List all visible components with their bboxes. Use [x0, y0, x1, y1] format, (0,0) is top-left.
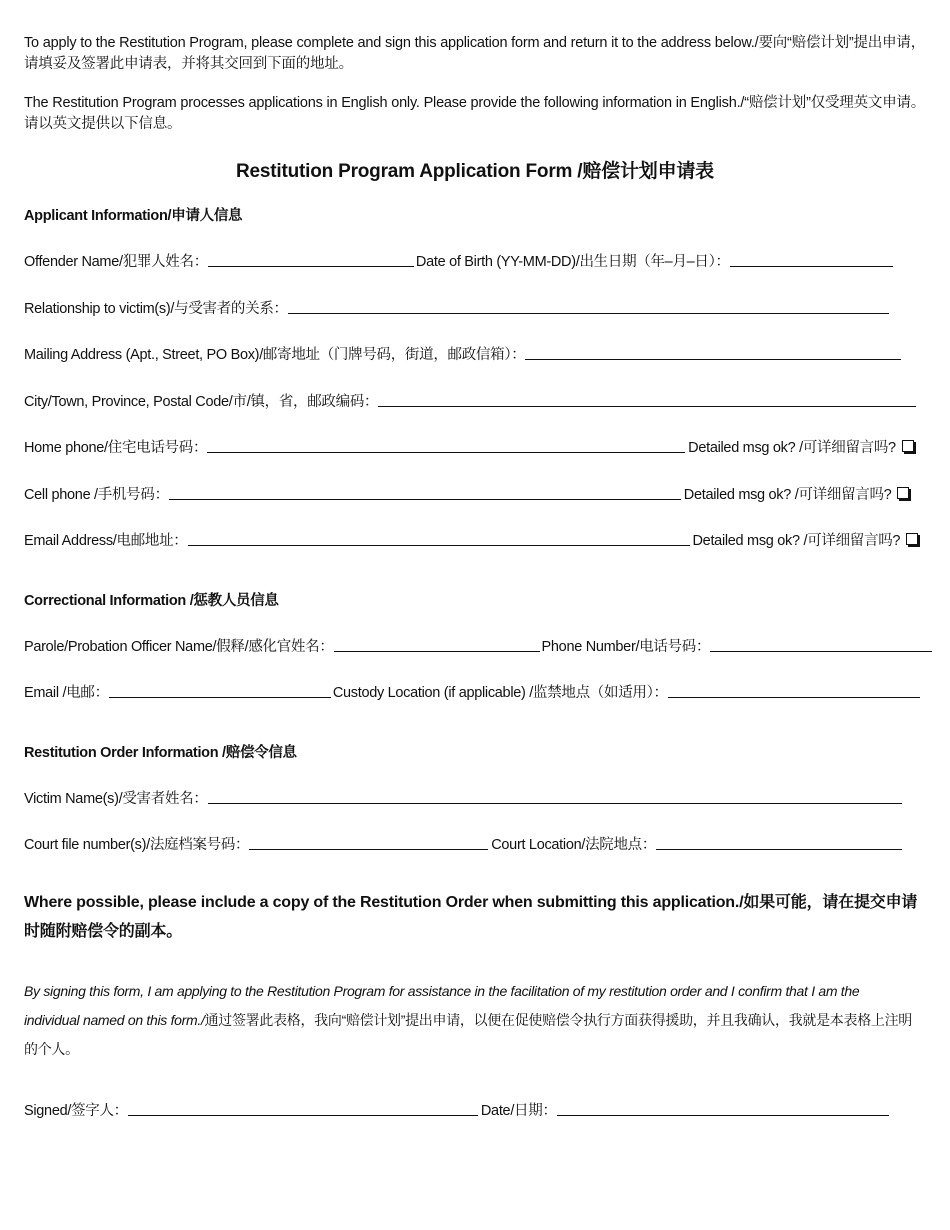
home-phone-label: Home phone/住宅电话号码：	[24, 440, 208, 456]
consent-statement	[24, 977, 914, 1064]
form-title: Restitution Program Application Form /赔偿计划申请表	[236, 161, 714, 182]
officer-email-row	[24, 680, 920, 702]
mailing-row	[24, 342, 901, 364]
custody-location-field[interactable]	[668, 683, 920, 698]
email-msg-ok-checkbox[interactable]	[906, 533, 918, 545]
cell-phone-row	[24, 482, 909, 504]
consent-english: By signing this form, I am applying to the Restitution Program for assistance in the facilitation of my restitution order and I confirm that I am the individual named on this form./	[24, 983, 860, 1028]
home-msg-ok-checkbox[interactable]	[902, 440, 914, 452]
officer-name-label: Parole/Probation Officer Name/假释/感化官姓名：	[24, 639, 334, 655]
signature-field[interactable]	[128, 1101, 478, 1116]
city-label: City/Town, Province, Postal Code/市/镇，省，邮政编码：	[24, 394, 379, 410]
email-field[interactable]	[188, 531, 690, 546]
officer-email-label: Email /电邮：	[24, 685, 109, 701]
offender-row	[24, 249, 893, 271]
victim-row	[24, 786, 902, 808]
relationship-row	[24, 296, 889, 318]
offender-name-label: Offender Name/犯罪人姓名：	[24, 254, 208, 270]
victim-name-field[interactable]	[208, 789, 902, 804]
correctional-section-heading: Correctional Information /惩教人员信息	[24, 593, 279, 609]
restitution-order-note: Where possible, please include a copy of the Restitution Order when submitting this application./如果可能，请在提交申请时随附赔偿令的副本。	[24, 894, 918, 940]
applicant-section-heading: Applicant Information/申请人信息	[24, 208, 243, 224]
officer-phone-field[interactable]	[710, 637, 932, 652]
court-location-field[interactable]	[656, 835, 902, 850]
officer-phone-label: Phone Number/电话号码：	[541, 639, 711, 655]
mailing-address-field[interactable]	[525, 345, 901, 360]
mailing-address-label: Mailing Address (Apt., Street, PO Box)/邮寄地址（门牌号码，街道，邮政信箱）：	[24, 347, 526, 363]
offender-name-field[interactable]	[208, 252, 414, 267]
court-row	[24, 832, 902, 854]
victim-name-label: Victim Name(s)/受害者姓名：	[24, 791, 208, 807]
relationship-label: Relationship to victim(s)/与受害者的关系：	[24, 301, 288, 317]
email-label: Email Address/电邮地址：	[24, 533, 188, 549]
relationship-field[interactable]	[288, 299, 889, 314]
cell-phone-field[interactable]	[169, 485, 681, 500]
order-section-heading: Restitution Order Information /赔偿令信息	[24, 745, 297, 761]
cell-msg-ok-label: Detailed msg ok? /可详细留言吗?	[683, 487, 892, 503]
email-row	[24, 528, 918, 550]
intro-paragraph-1: To apply to the Restitution Program, please complete and sign this application form and return it to the address below./要向“赔偿计划”提出申请，请填妥及签署此申请表，并将其交回到下面的地址。	[24, 35, 926, 72]
city-field[interactable]	[378, 392, 916, 407]
court-location-label: Court Location/法院地点：	[491, 837, 657, 853]
cell-msg-ok-checkbox[interactable]	[897, 487, 909, 499]
officer-email-field[interactable]	[109, 683, 331, 698]
signature-date-field[interactable]	[557, 1101, 889, 1116]
dob-field[interactable]	[730, 252, 893, 267]
court-file-label: Court file number(s)/法庭档案号码：	[24, 837, 250, 853]
home-phone-field[interactable]	[207, 438, 685, 453]
officer-row	[24, 634, 932, 656]
home-msg-ok-label: Detailed msg ok? /可详细留言吗?	[688, 440, 896, 456]
signature-date-label: Date/日期：	[480, 1103, 557, 1119]
dob-label: Date of Birth (YY-MM-DD)/出生日期（年–月–日）：	[415, 254, 730, 270]
home-phone-row	[24, 435, 914, 457]
officer-name-field[interactable]	[334, 637, 540, 652]
cell-phone-label: Cell phone /手机号码：	[24, 487, 169, 503]
signature-row	[24, 1098, 889, 1120]
signed-label: Signed/签字人：	[24, 1103, 128, 1119]
email-msg-ok-label: Detailed msg ok? /可详细留言吗?	[692, 533, 901, 549]
intro-paragraph-2: The Restitution Program processes applications in English only. Please provide the following information in English./“赔偿计划”仅受理英文申请。请以英文提供以下信息。	[24, 95, 926, 132]
custody-location-label: Custody Location (if applicable) /监禁地点（如适用）：	[332, 685, 668, 701]
city-row	[24, 389, 916, 411]
consent-chinese: 通过签署此表格，我向“赔偿计划”提出申请，以便在促使赔偿令执行方面获得援助，并且我确认，我就是本表格上注明的个人。	[24, 1012, 912, 1057]
court-file-field[interactable]	[249, 835, 488, 850]
